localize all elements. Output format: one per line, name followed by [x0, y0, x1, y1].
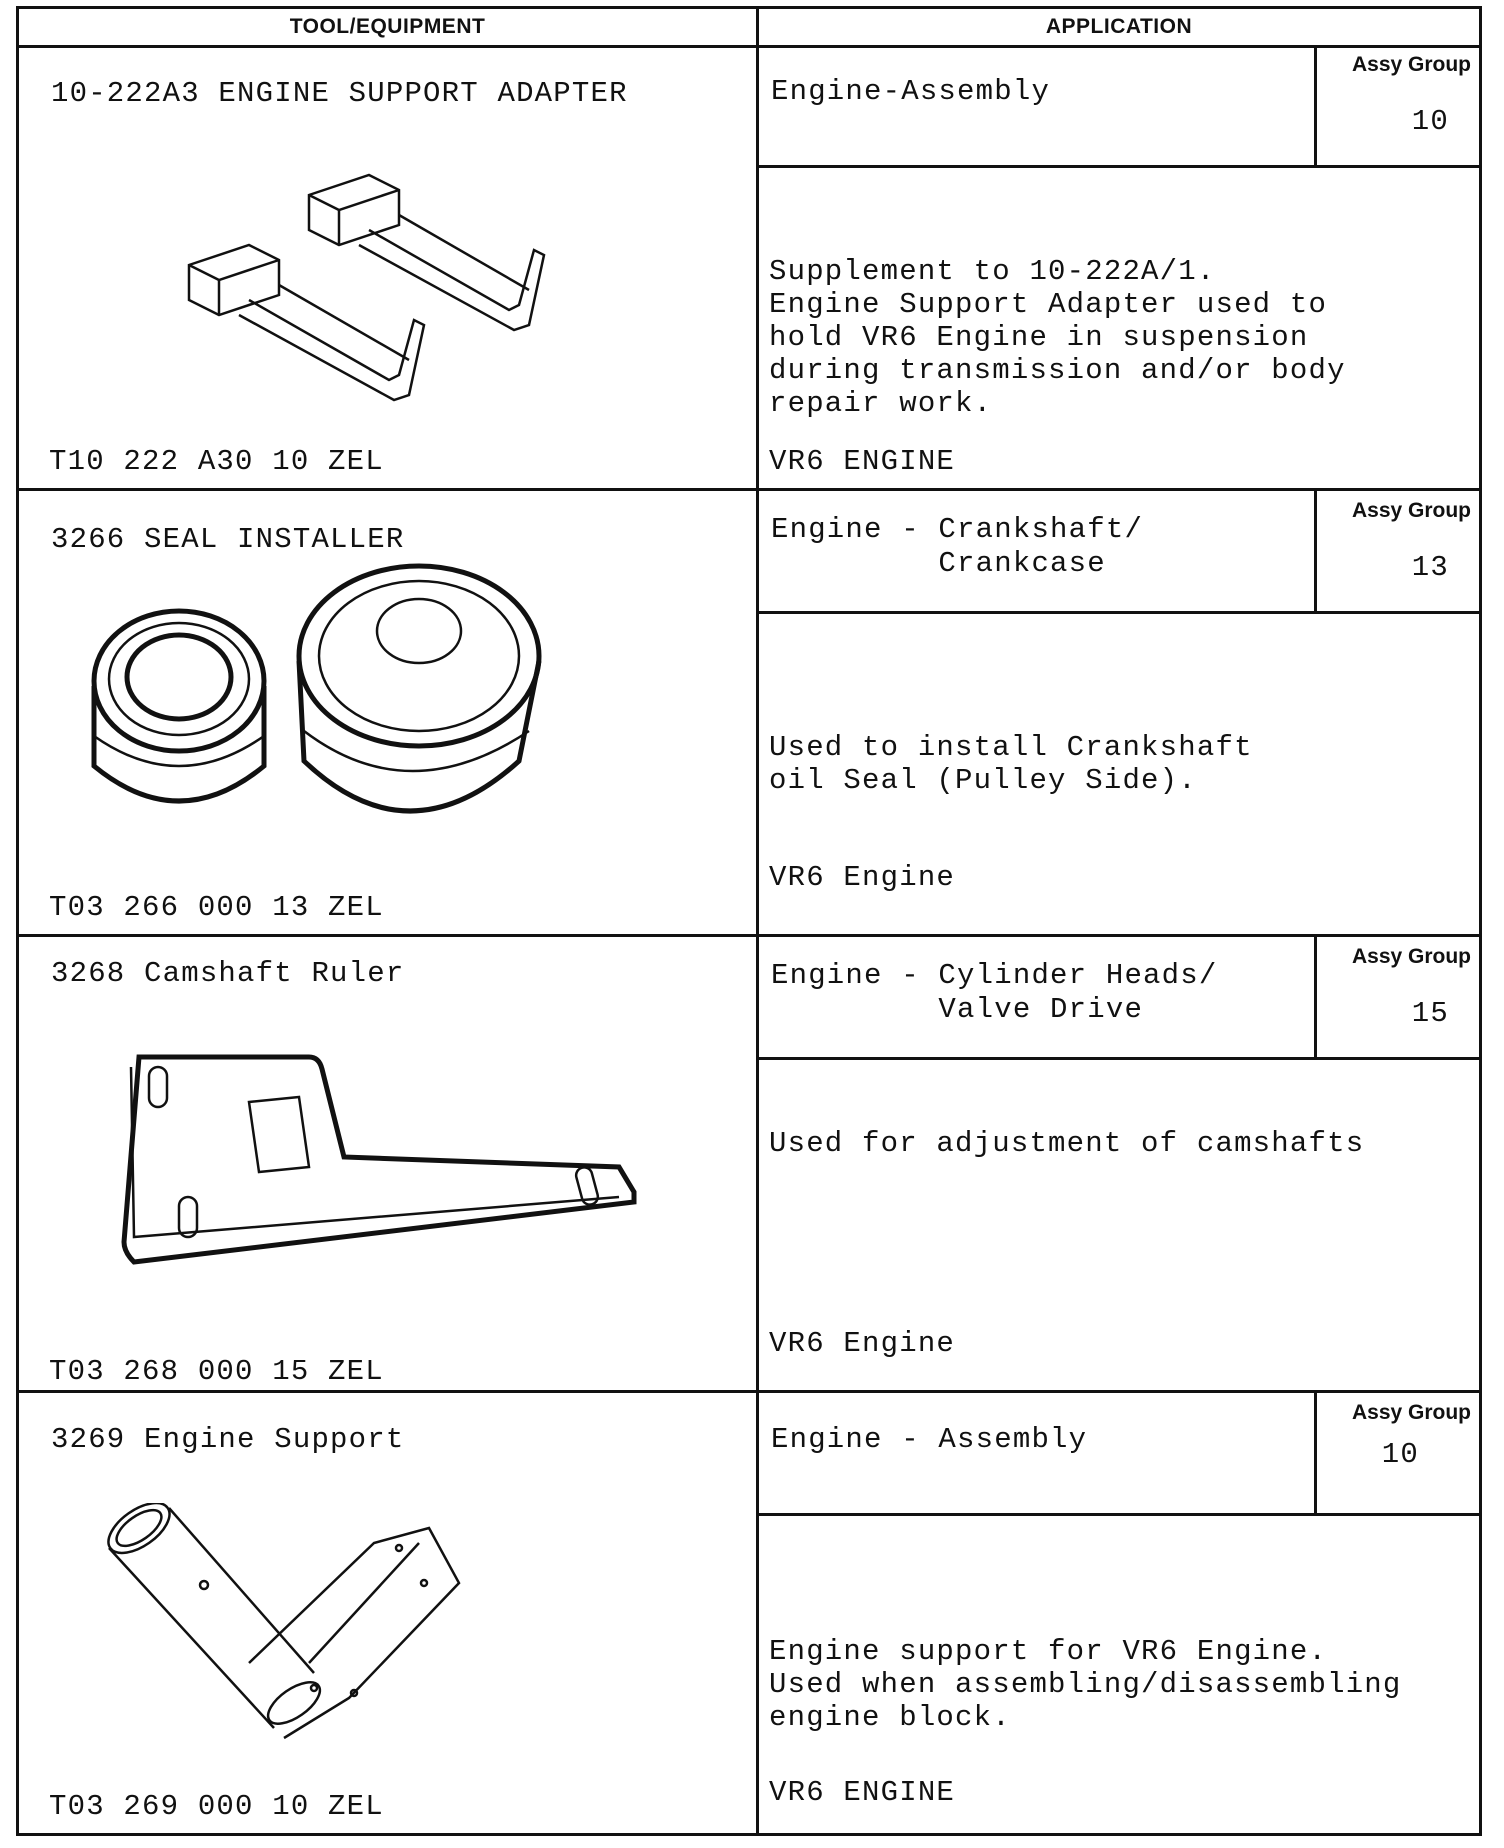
assy-group-label: Assy Group [1351, 945, 1471, 968]
application-title: Engine - Cylinder Heads/ Valve Drive [771, 959, 1218, 1026]
assy-group-label: Assy Group [1351, 53, 1471, 76]
application-description: Engine support for VR6 Engine. Used when assembling/disassembling engine block. [769, 1635, 1402, 1734]
assy-group-box [1314, 1393, 1479, 1513]
part-number: T10 222 A30 10 ZEL [49, 445, 384, 478]
tool-cell [19, 491, 759, 934]
application-header [759, 45, 1479, 168]
assy-group-number: 15 [1411, 997, 1449, 1030]
application-header [759, 1393, 1479, 1516]
application-title: Engine - Assembly [771, 1423, 1088, 1456]
tool-table [16, 6, 1482, 1836]
engine-type: VR6 Engine [769, 1327, 956, 1360]
seal-installer-drawing [89, 561, 609, 841]
application-cell [759, 1393, 1479, 1833]
engine-support-drawing [99, 1503, 519, 1753]
tool-cell [19, 45, 759, 488]
application-title: Engine - Crankshaft/ Crankcase [771, 513, 1144, 580]
part-number: T03 268 000 15 ZEL [49, 1355, 384, 1388]
table-row [19, 1393, 1479, 1833]
engine-type: VR6 ENGINE [769, 1776, 956, 1809]
engine-type: VR6 ENGINE [769, 445, 956, 478]
application-description: Used to install Crankshaft oil Seal (Pulley Side). [769, 731, 1253, 797]
table-row [19, 491, 1479, 937]
tool-name: 3266 SEAL INSTALLER [51, 523, 405, 556]
table-row [19, 45, 1479, 491]
assy-group-box [1314, 491, 1479, 611]
application-description: Used for adjustment of camshafts [769, 1127, 1365, 1160]
tool-column-header: TOOL/EQUIPMENT [19, 9, 759, 45]
application-title: Engine-Assembly [771, 75, 1051, 108]
engine-type: VR6 Engine [769, 861, 956, 894]
application-header [759, 491, 1479, 614]
application-header [759, 937, 1479, 1060]
assy-group-label: Assy Group [1351, 1401, 1471, 1424]
application-cell [759, 45, 1479, 488]
tool-cell [19, 1393, 759, 1833]
application-cell [759, 937, 1479, 1390]
part-number: T03 266 000 13 ZEL [49, 891, 384, 924]
application-description: Supplement to 10-222A/1. Engine Support Adapter used to hold VR6 Engine in suspension during transmission and/or body repair work. [769, 255, 1346, 420]
tool-name: 3268 Camshaft Ruler [51, 957, 405, 990]
application-cell [759, 491, 1479, 934]
tool-name: 10-222A3 ENGINE SUPPORT ADAPTER [51, 77, 628, 110]
engine-support-adapter-drawing [159, 155, 599, 415]
assy-group-number: 10 [1411, 105, 1449, 138]
table-row [19, 937, 1479, 1393]
camshaft-ruler-drawing [119, 1047, 659, 1287]
assy-group-label: Assy Group [1351, 499, 1471, 522]
assy-group-number: 10 [1381, 1438, 1419, 1471]
table-header [19, 9, 1479, 48]
assy-group-box [1314, 937, 1479, 1057]
assy-group-number: 13 [1411, 551, 1449, 584]
part-number: T03 269 000 10 ZEL [49, 1790, 384, 1823]
assy-group-box [1314, 45, 1479, 165]
application-column-header: APPLICATION [1045, 15, 1193, 38]
tool-name: 3269 Engine Support [51, 1423, 405, 1456]
tool-cell [19, 937, 759, 1390]
